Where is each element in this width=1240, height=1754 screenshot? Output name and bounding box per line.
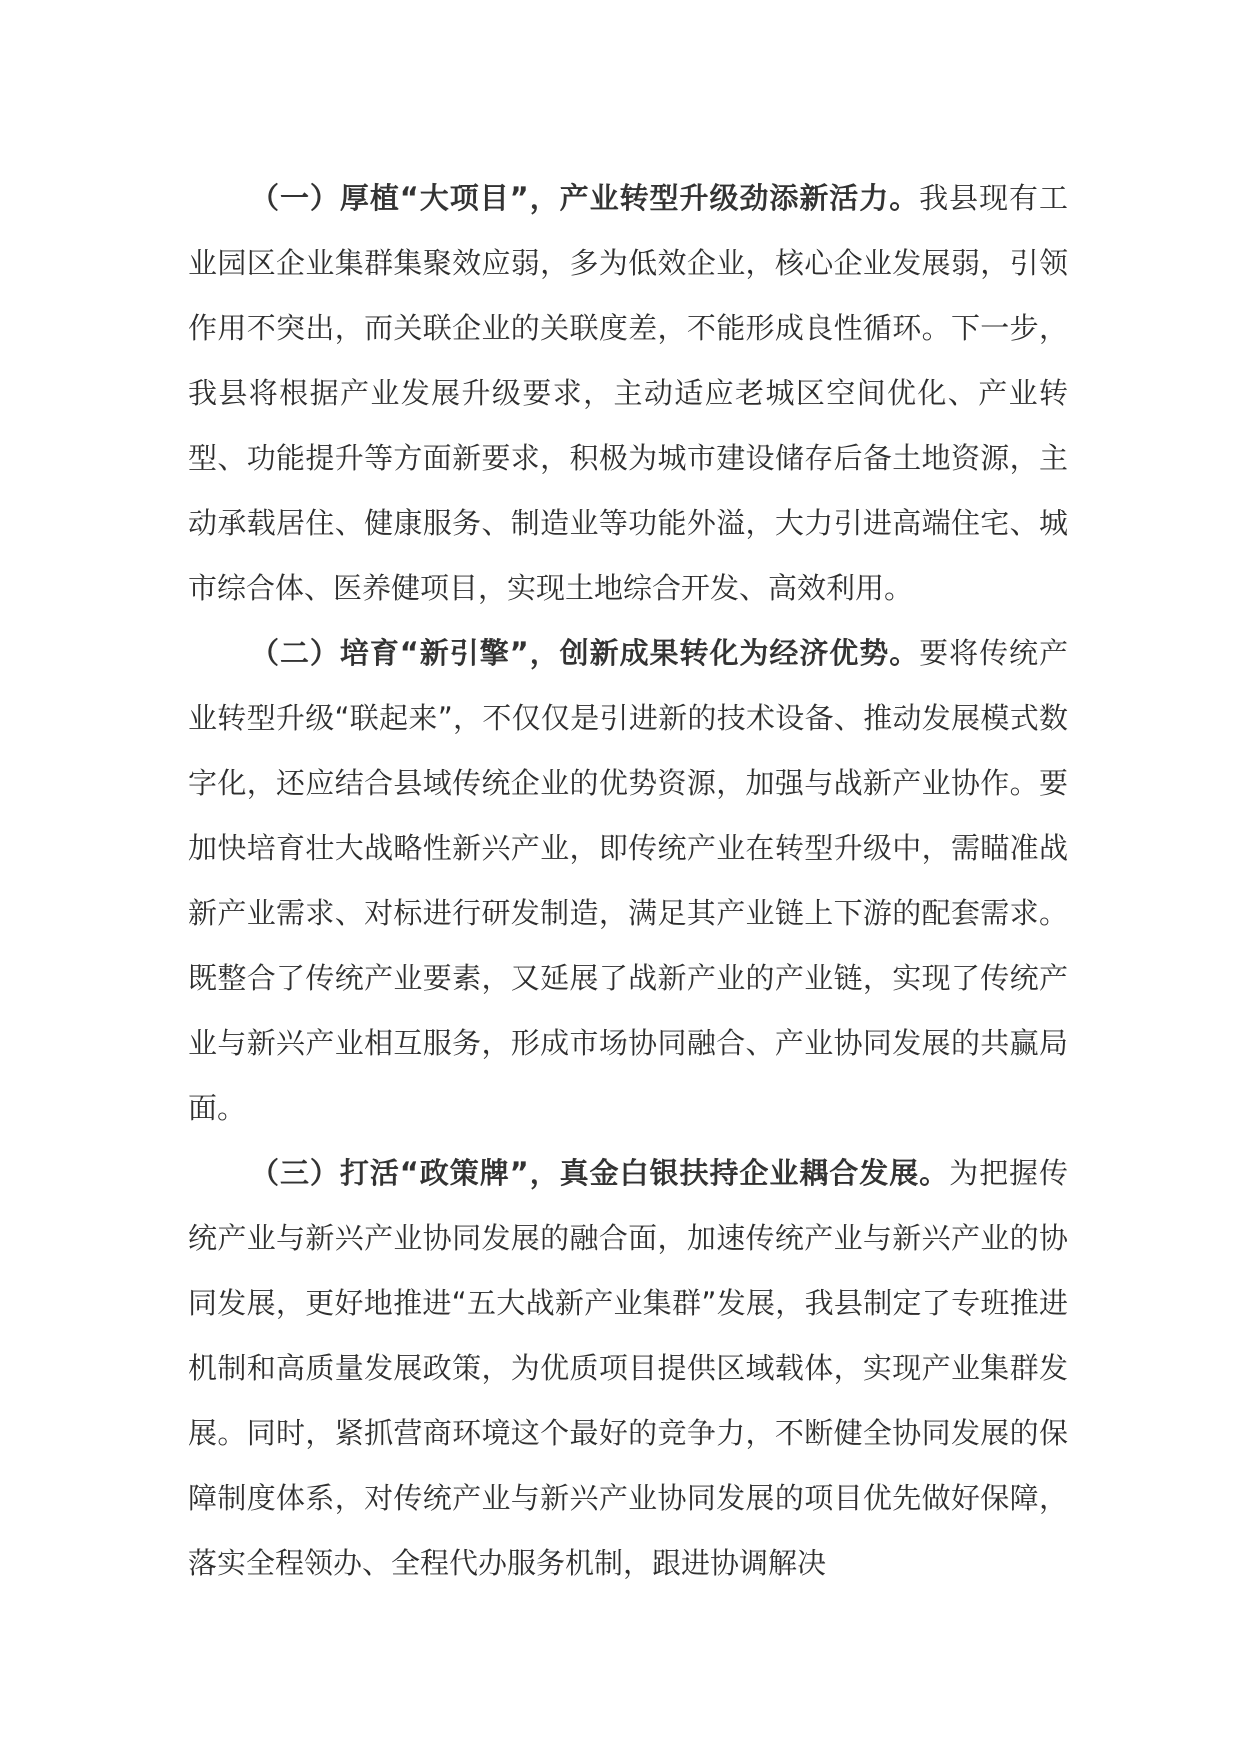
paragraph-1-heading: （一）厚植“大项目”，产业转型升级劲添新活力。: [250, 181, 920, 215]
paragraph-3-body: 为把握传统产业与新兴产业协同发展的融合面，加速传统产业与新兴产业的协同发展，更好地推进“五大战新产业集群”发展，我县制定了专班推进机制和高质量发展政策，为优质项目提供区域载体，实现产业集群发展。同时，紧抓营商环境这个最好的竞争力，不断健全协同发展的保障制度体系，对传统产业与新兴产业协同发展的项目优先做好保障，落实全程领办、全程代办服务机制，跟进协调解决: [188, 1156, 1068, 1580]
paragraph-3: [188, 1141, 1068, 1596]
paragraph-3-heading: （三）打活“政策牌”，真金白银扶持企业耦合发展。: [250, 1156, 950, 1190]
paragraph-2: [188, 621, 1068, 1141]
paragraph-2-body: 要将传统产业转型升级“联起来”，不仅仅是引进新的技术设备、推动发展模式数字化，还应结合县域传统企业的优势资源，加强与战新产业协作。要加快培育壮大战略性新兴产业，即传统产业在转型升级中，需瞄准战新产业需求、对标进行研发制造，满足其产业链上下游的配套需求。既整合了传统产业要素，又延展了战新产业的产业链，实现了传统产业与新兴产业相互服务，形成市场协同融合、产业协同发展的共赢局面。: [188, 636, 1068, 1125]
document-page: [188, 166, 1068, 1596]
paragraph-1-body: 我县现有工业园区企业集群集聚效应弱，多为低效企业，核心企业发展弱，引领作用不突出，而关联企业的关联度差，不能形成良性循环。下一步，我县将根据产业发展升级要求，主动适应老城区空间优化、产业转型、功能提升等方面新要求，积极为城市建设储存后备土地资源，主动承载居住、健康服务、制造业等功能外溢，大力引进高端住宅、城市综合体、医养健项目，实现土地综合开发、高效利用。: [188, 181, 1068, 605]
paragraph-2-heading: （二）培育“新引擎”，创新成果转化为经济优势。: [250, 636, 920, 670]
paragraph-1: [188, 166, 1068, 621]
